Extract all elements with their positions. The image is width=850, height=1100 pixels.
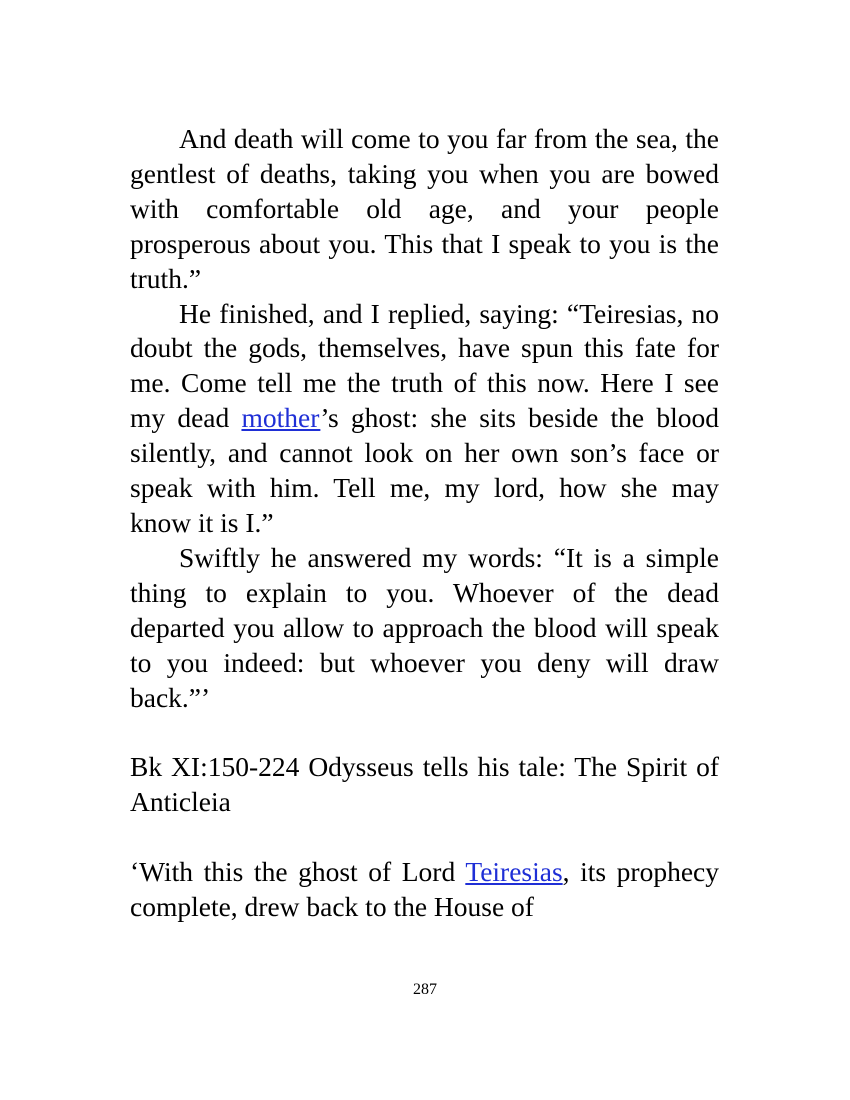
section-spacer [130, 715, 719, 750]
paragraph-text: ‘With this the ghost of Lord [130, 856, 466, 888]
page-number: 287 [413, 981, 437, 998]
paragraph-text: , its prophecy complete, drew back to the House of [130, 856, 719, 923]
teiresias-link[interactable]: Teiresias [465, 856, 563, 888]
paragraph-teiresias-answer: Swiftly he answered my words: “It is a simple thing to explain to you. Whoever of the dead departed you allow to approach the blood will speak to you indeed: but whoever you deny will draw back.”’ [130, 541, 719, 713]
section-heading: Bk XI:150-224 Odysseus tells his tale: The Spirit of Anticleia [130, 751, 719, 818]
paragraph-teiresias-departs [130, 855, 719, 925]
section-spacer [130, 820, 719, 855]
paragraph-death-prophecy: And death will come to you far from the sea, the gentlest of deaths, taking you when you are bowed with comfortable old age, and your people prosperous about you. This that I speak to you is the truth.” [130, 123, 719, 294]
paragraph-odysseus-reply [130, 297, 719, 541]
paragraph-text: He finished, and I replied, saying: “Teiresias, no doubt the gods, themselves, have spun this fate for me. Come tell me the truth of this now. Here I see my dead [130, 297, 719, 434]
book-page-body [130, 122, 719, 925]
paragraph-text: ’s ghost: she sits beside the blood silently, and cannot look on her own son’s face or speak with him. Tell me, my lord, how she may know it is I.” [130, 402, 719, 538]
mother-link[interactable]: mother [241, 402, 321, 434]
